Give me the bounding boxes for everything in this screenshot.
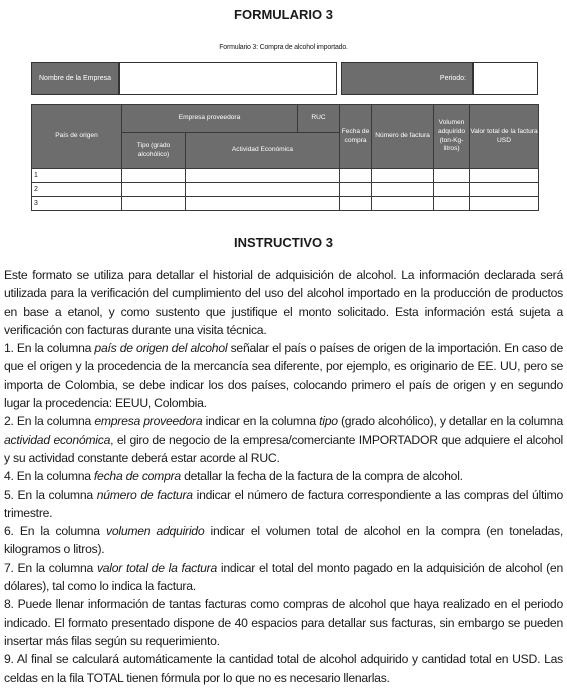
table-cell[interactable] (340, 169, 372, 183)
instruction-item-8: 8. Puede llenar información de tantas facturas como compras de alcohol que haya realizado en el periodo indicado. El formato presentado dispone de 40 espacios para detallar sus facturas, sin embargo se pueden insertar más filas según su requerimiento. (4, 597, 563, 648)
header-valor-total: Valor total de la factura USD (470, 105, 539, 169)
table-cell[interactable] (372, 183, 434, 197)
intro-paragraph: Este formato se utiliza para detallar el historial de adquisición de alcohol. La información declarada será utilizada para la verificación del cumplimiento del uso del alcohol importado en la producción de productos en base a etanol, y como sustento que justifique el monto solicitado. Esta información está sujeta a verificación con facturas durante una visita técnica. (4, 268, 563, 337)
table-cell[interactable] (470, 183, 539, 197)
header-tipo: Tipo (grado alcohólico) (122, 133, 186, 169)
row-number: 1 (32, 169, 122, 183)
instructions-body (4, 266, 563, 687)
header-actividad-economica: Actividad Económica (186, 133, 340, 169)
instruction-item-2: 2. En la columna empresa proveedora indicar en la columna tipo (grado alcohólico), y detallar en la columna actividad económica, el giro de negocio de la empresa/comerciante IMPORTADOR que adquiere el alcohol y su actividad constante deberá estar acorde al RUC. (4, 414, 563, 465)
table-row (32, 197, 539, 211)
instruction-item-9: 9. Al final se calculará automáticamente la cantidad total de alcohol adquirido y cantidad total en USD. Las celdas en la fila TOTAL tienen fórmula por lo que no es necesario llenarlas. (4, 652, 563, 685)
company-name-label: Nombre de la Empresa (31, 62, 119, 95)
table-cell[interactable] (186, 197, 340, 211)
header-numero-factura: Número de factura (372, 105, 434, 169)
period-label: Periodo: (341, 62, 473, 95)
form-subtitle: Formulario 3: Compra de alcohol importado. (219, 44, 348, 51)
table-cell[interactable] (340, 197, 372, 211)
table-cell[interactable] (372, 169, 434, 183)
table-cell[interactable] (434, 169, 470, 183)
form-info-row (31, 62, 538, 95)
table-cell[interactable] (122, 183, 186, 197)
instruction-item-5: 5. En la columna número de factura indicar el número de factura correspondiente a las compras del último trimestre. (4, 487, 563, 520)
row-number: 2 (32, 183, 122, 197)
company-name-field[interactable] (119, 62, 337, 95)
instruction-item-6: 6. En la columna volumen adquirido indicar el volumen total de alcohol en la compra (en toneladas, kilogramos o litros). (4, 524, 563, 557)
instruction-item-7: 7. En la columna valor total de la factura indicar el total del monto pagado en la adquisición de alcohol (en dólares), tal como lo indica la factura. (4, 560, 563, 594)
table-cell[interactable] (186, 169, 340, 183)
header-pais-origen: País de origen (32, 105, 122, 169)
instruction-item-1: 1. En la columna país de origen del alcohol señalar el país o países de origen de la importación. En caso de que el origen y la procedencia de la mercancía sea diferente, por ejemplo, es originario de EE. UU, pero se importa de Colombia, se debe indicar los dos países, colocando primero el país de origen y en segundo lugar la procedencia: EEUU, Colombia. (4, 341, 563, 411)
table-cell[interactable] (340, 183, 372, 197)
header-ruc: RUC (298, 105, 340, 133)
table-cell[interactable] (186, 183, 340, 197)
table-cell[interactable] (122, 169, 186, 183)
table-cell[interactable] (122, 197, 186, 211)
table-row (32, 169, 539, 183)
period-field[interactable] (473, 62, 538, 95)
table-row (32, 183, 539, 197)
form-title: FORMULARIO 3 (234, 7, 333, 22)
table-cell[interactable] (434, 197, 470, 211)
table-cell[interactable] (470, 197, 539, 211)
table-cell[interactable] (470, 169, 539, 183)
table-cell[interactable] (434, 183, 470, 197)
row-number: 3 (32, 197, 122, 211)
header-empresa-proveedora: Empresa proveedora (122, 105, 298, 133)
purchase-table (31, 104, 539, 211)
instructivo-title: INSTRUCTIVO 3 (234, 235, 333, 250)
header-fecha-compra: Fecha de compra (340, 105, 372, 169)
table-cell[interactable] (372, 197, 434, 211)
instruction-item-4: 4. En la columna fecha de compra detallar la fecha de la factura de la compra de alcohol. (4, 469, 463, 484)
header-volumen-adquirido: Volumen adquirido (ton-Kg-litros) (434, 105, 470, 169)
